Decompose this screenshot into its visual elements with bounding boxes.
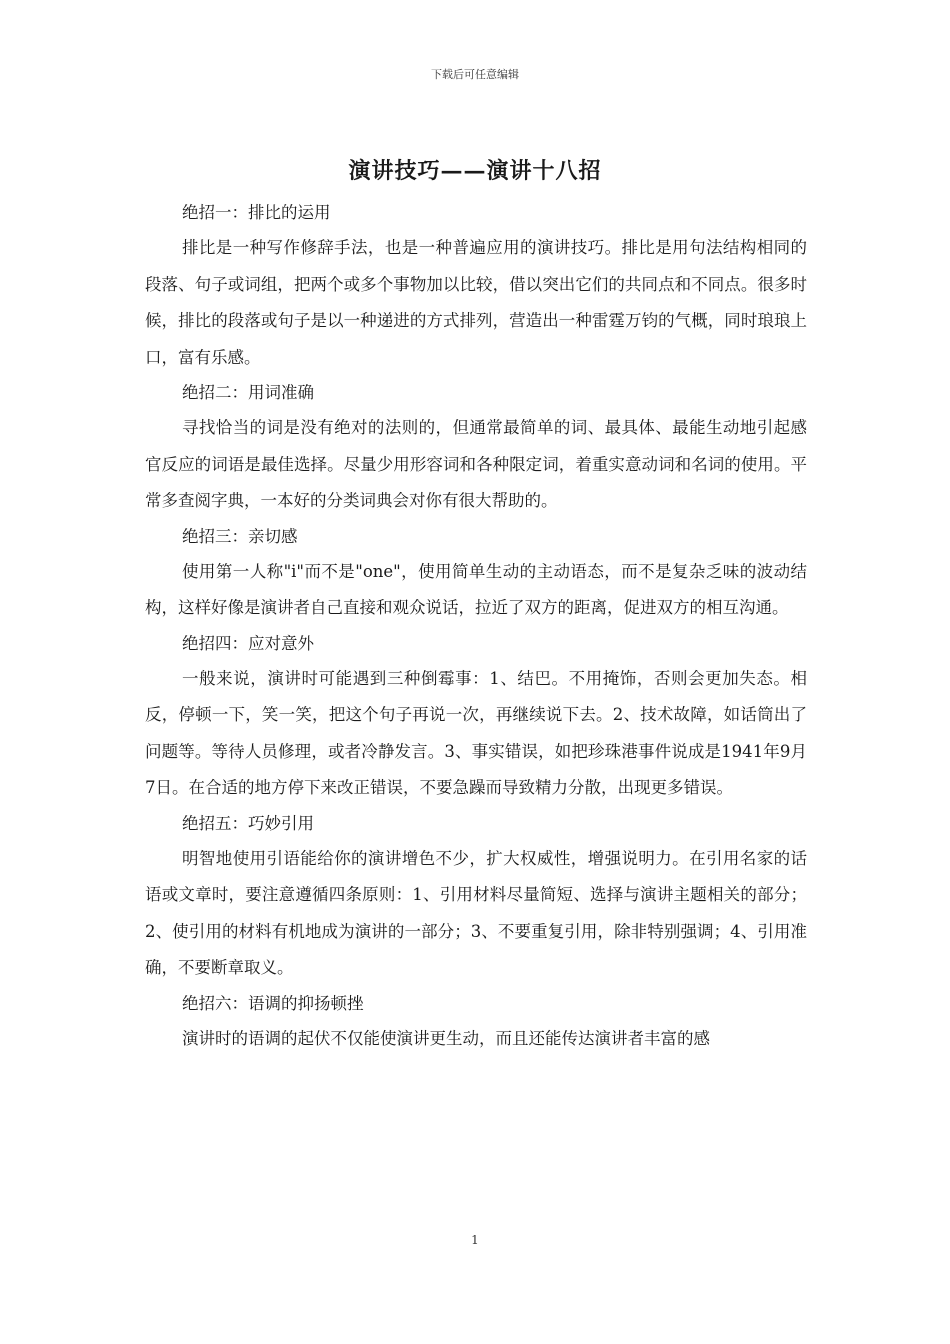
section-heading: 绝招五：巧妙引用: [182, 813, 314, 833]
document-title: 演讲技巧——演讲十八招: [348, 158, 602, 184]
section-paragraph: 排比是一种写作修辞手法，也是一种普遍应用的演讲技巧。排比是用句法结构相同的段落、句子或词组，把两个或多个事物加以比较，借以突出它们的共同点和不同点。很多时候，排比的段落或句子是以一种递进的方式排列，营造出一种雷霆万钧的气概，同时琅琅上口，富有乐感。: [145, 238, 807, 367]
section-paragraph: 演讲时的语调的起伏不仅能使演讲更生动，而且还能传达演讲者丰富的感: [182, 1028, 710, 1048]
section-heading: 绝招六：语调的抑扬顿挫: [182, 993, 364, 1013]
document-body: [145, 196, 807, 1057]
section-heading: 绝招四：应对意外: [182, 633, 314, 653]
page-number: 1: [471, 1233, 479, 1247]
section-paragraph: 使用第一人称"i"而不是"one"，使用简单生动的主动语态，而不是复杂乏味的波动结构，这样好像是演讲者自己直接和观众说话，拉近了双方的距离，促进双方的相互沟通。: [145, 561, 807, 617]
section-heading: 绝招三：亲切感: [182, 526, 298, 546]
section-paragraph: 寻找恰当的词是没有绝对的法则的，但通常最简单的词、最具体、最能生动地引起感官反应的词语是最佳选择。尽量少用形容词和各种限定词，着重实意动词和名词的使用。平常多查阅字典，一本好的分类词典会对你有很大帮助的。: [145, 418, 807, 510]
page-header: 下载后可任意编辑: [431, 68, 519, 81]
section-paragraph: 明智地使用引语能给你的演讲增色不少，扩大权威性，增强说明力。在引用名家的话语或文章时，要注意遵循四条原则：1、引用材料尽量简短、选择与演讲主题相关的部分；2、使引用的材料有机地成为演讲的一部分；3、不要重复引用，除非特别强调；4、引用准确，不要断章取义。: [145, 848, 807, 977]
section-heading: 绝招二：用词准确: [182, 383, 314, 402]
section-paragraph: 一般来说，演讲时可能遇到三种倒霉事：1、结巴。不用掩饰，否则会更加失态。相反，停顿一下，笑一笑，把这个句子再说一次，再继续说下去。2、技术故障，如话筒出了问题等。等待人员修理，或者冷静发言。3、事实错误，如把珍珠港事件说成是1941年9月7日。在合适的地方停下来改正错误，不要急躁而导致精力分散，出现更多错误。: [145, 668, 807, 797]
section-heading: 绝招一：排比的运用: [182, 203, 331, 222]
